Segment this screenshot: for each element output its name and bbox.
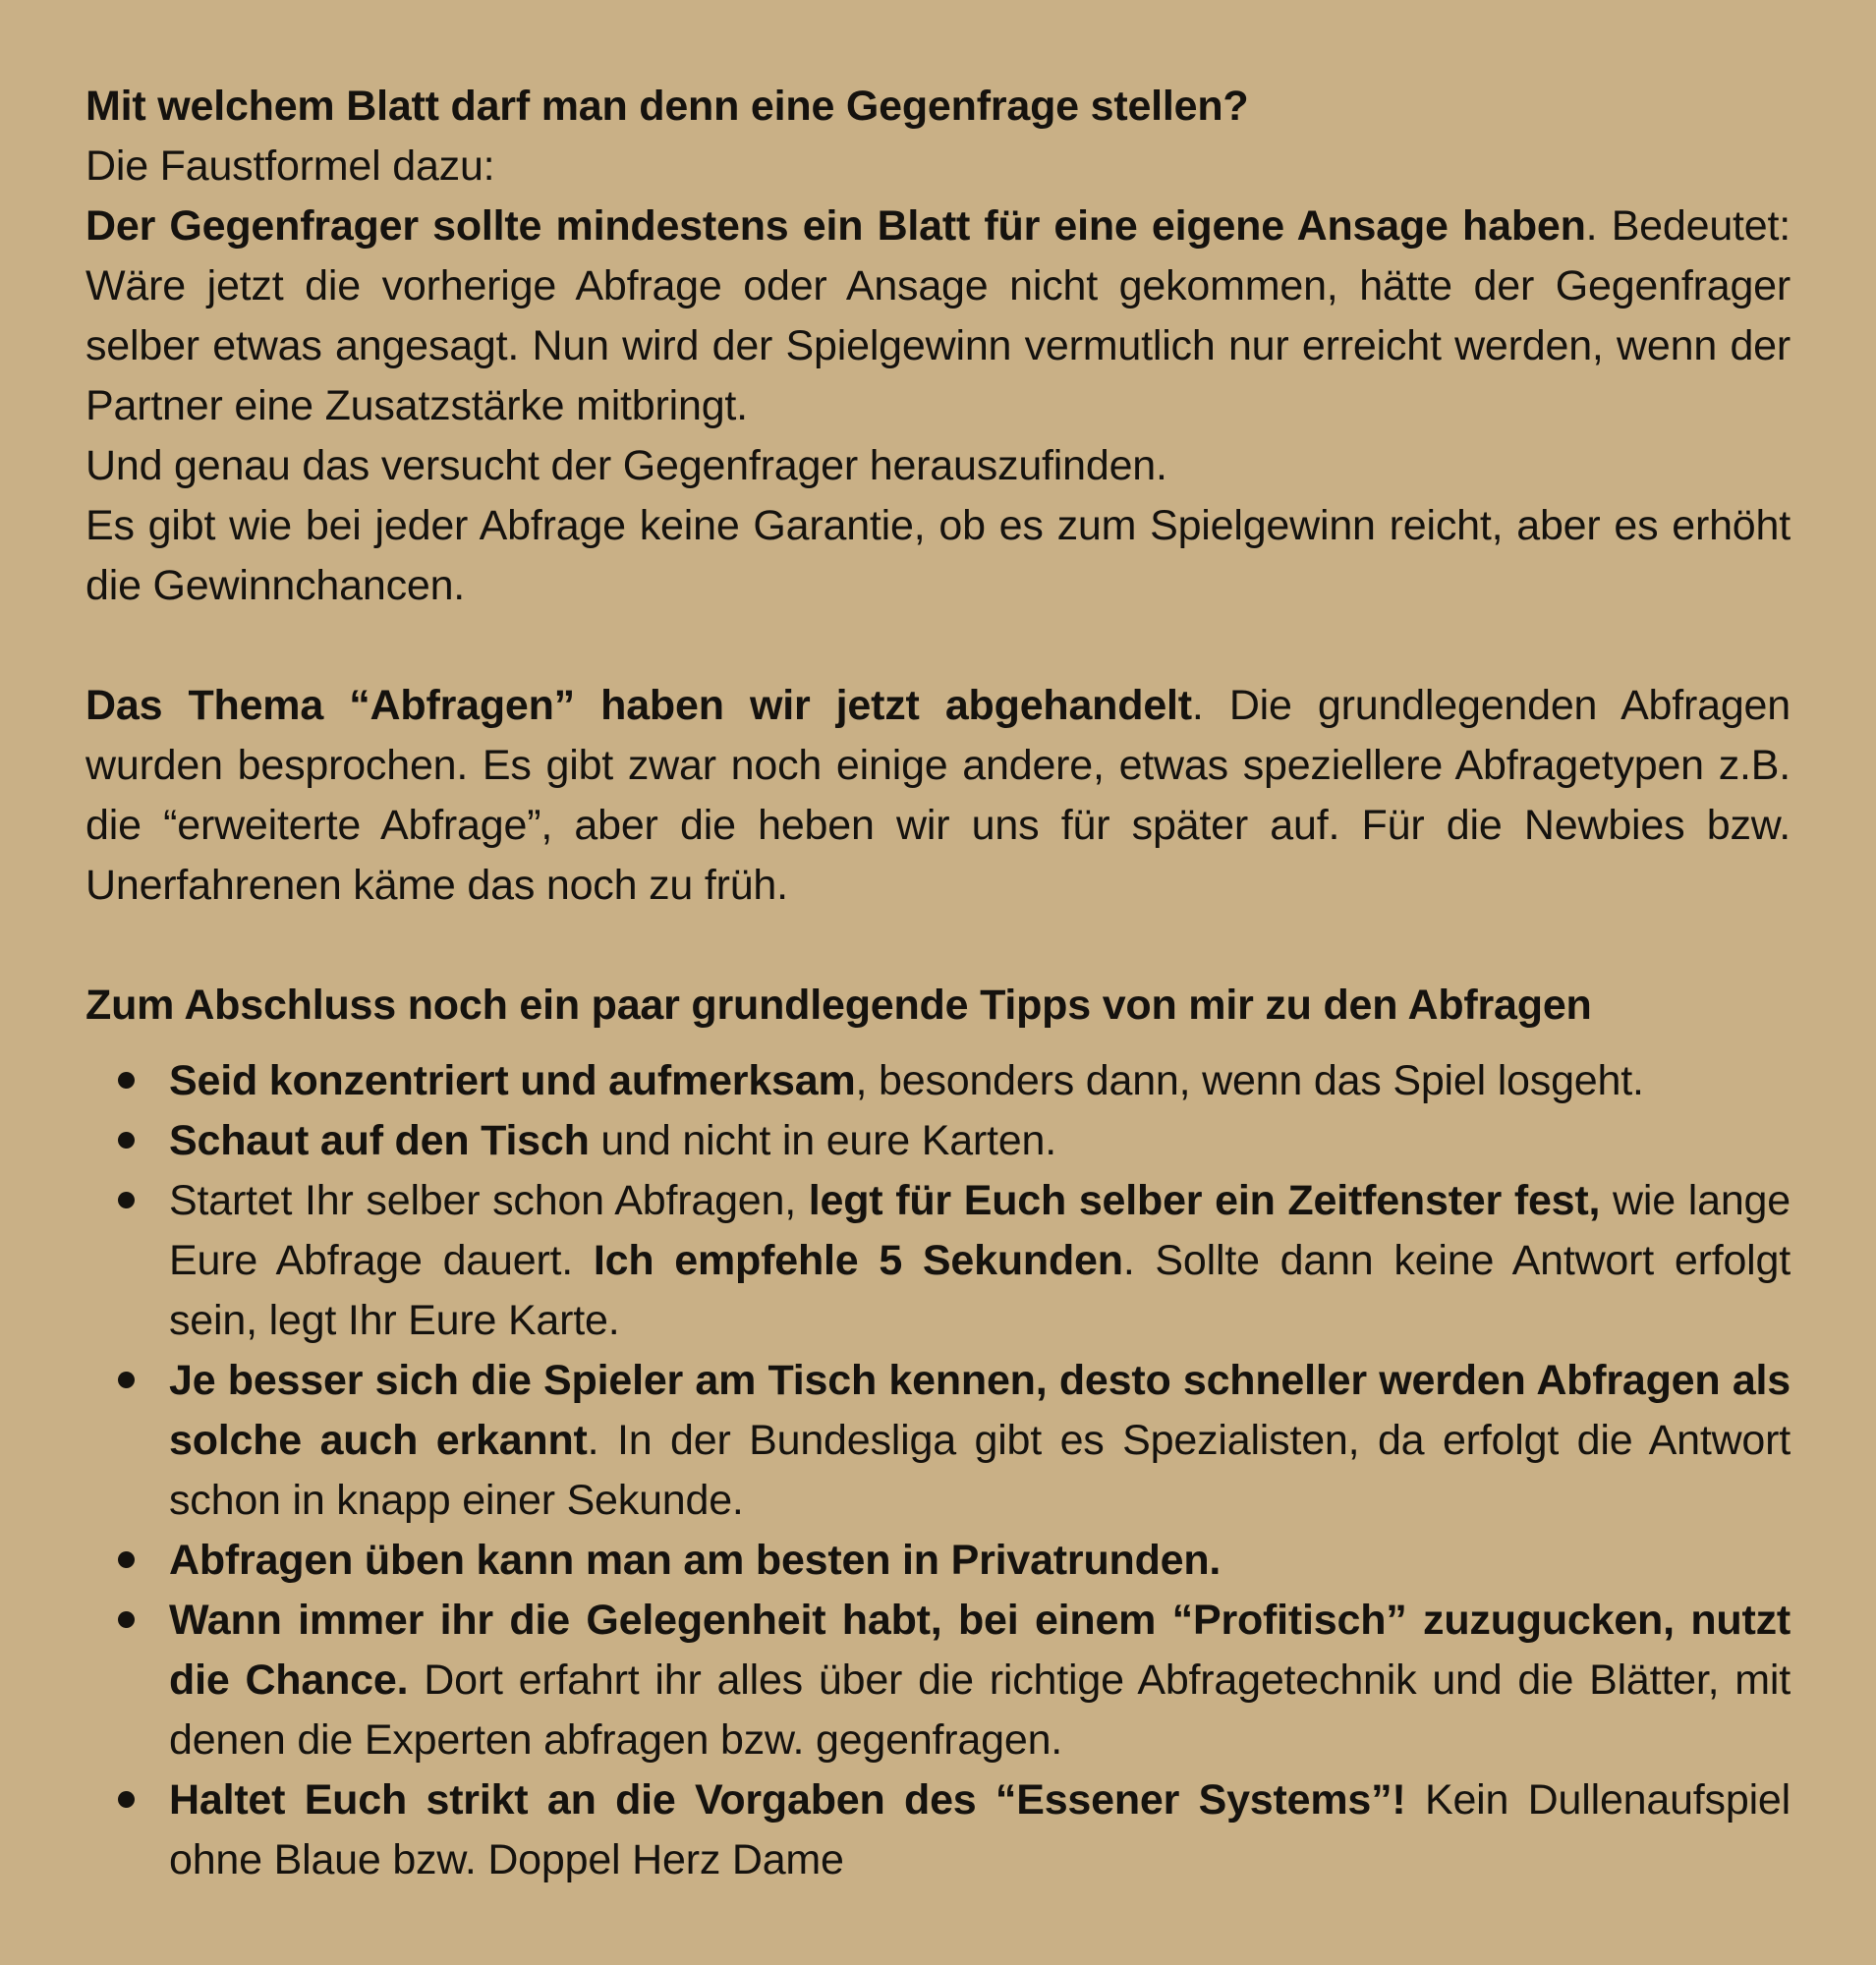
text-run: . In der Bundesliga gibt es Spezialisten, da erfolgt die Antwort schon in knapp einer Sekunde. [169, 1417, 1791, 1524]
bullet-icon [118, 1791, 135, 1808]
blank-line [85, 616, 1791, 676]
text-run: Kein Dullenaufspiel ohne Blaue bzw. Doppel Herz Dame [169, 1776, 1791, 1883]
thema-abfragen-paragraph [85, 676, 1791, 916]
bold-text-run: legt für Euch selber ein Zeitfenster fest, [808, 1177, 1601, 1224]
blank-line [85, 916, 1791, 976]
list-item-text [169, 1051, 1791, 1111]
list-item-text [169, 1171, 1791, 1351]
tip-konzentriert [85, 1051, 1791, 1111]
gegenfrager-sentence [85, 436, 1791, 496]
bold-text-run: Schaut auf den Tisch [169, 1117, 590, 1164]
bold-text-run: Abfragen üben kann man am besten in Privatrunden. [169, 1537, 1222, 1584]
tip-profitisch [85, 1591, 1791, 1770]
list-item-text [169, 1111, 1791, 1171]
text-run: Und genau das versucht der Gegenfrager herauszufinden. [85, 442, 1167, 489]
bold-text-run: Je besser sich die Spieler am Tisch kennen, desto schneller werden Abfragen als solche auch erkannt [169, 1357, 1791, 1464]
bullet-icon [118, 1372, 135, 1388]
faustformel-intro [85, 137, 1791, 196]
text-run: wie lange Eure Abfrage dauert. [169, 1177, 1791, 1284]
text-run: Es gibt wie bei jeder Abfrage keine Garantie, ob es zum Spielgewinn reicht, aber es erhöht die Gewinnchancen. [85, 502, 1791, 609]
list-item-text [169, 1591, 1791, 1770]
bullet-icon [118, 1611, 135, 1628]
tip-tisch [85, 1111, 1791, 1171]
text-run: . Sollte dann keine Antwort erfolgt sein, legt Ihr Eure Karte. [169, 1237, 1791, 1344]
tip-zeitfenster [85, 1171, 1791, 1351]
text-run: Startet Ihr selber schon Abfragen, [169, 1177, 809, 1224]
bullet-icon [118, 1192, 135, 1208]
text-run: Die Faustformel dazu: [85, 142, 495, 190]
list-item-text [169, 1531, 1791, 1591]
bullet-icon [118, 1072, 135, 1089]
bold-text-run: Ich empfehle 5 Sekunden [593, 1237, 1123, 1284]
bold-text-run: Wann immer ihr die Gelegenheit habt, bei einem “Profitisch” zuzugucken, nutzt die Chance. [169, 1597, 1791, 1704]
text-run: . Bedeutet: Wäre jetzt die vorherige Abfrage oder Ansage nicht gekommen, hätte der Gegenfrager selber etwas angesagt. Nun wird der Spielgewinn vermutlich nur erreicht werden, wenn der Partner eine Zusatzstärke mitbringt. [85, 202, 1791, 429]
bold-text-run: Seid konzentriert und aufmerksam [169, 1057, 856, 1104]
text-run: Dort erfahrt ihr alles über die richtige Abfragetechnik und die Blätter, mit denen die Experten abfragen bzw. gegenfragen. [169, 1656, 1791, 1764]
bold-text-run: Haltet Euch strikt an die Vorgaben des “Essener Systems”! [169, 1776, 1406, 1824]
tip-privatrunden [85, 1531, 1791, 1591]
list-item-text [169, 1351, 1791, 1531]
garantie-paragraph [85, 496, 1791, 616]
tip-spieler-kennen [85, 1351, 1791, 1531]
bold-text-run: Zum Abschluss noch ein paar grundlegende Tipps von mir zu den Abfragen [85, 982, 1592, 1029]
faustformel-paragraph [85, 196, 1791, 436]
bold-text-run: Der Gegenfrager sollte mindestens ein Blatt für eine eigene Ansage haben [85, 202, 1586, 250]
text-run: und nicht in eure Karten. [589, 1117, 1056, 1164]
text-run: . Die grundlegenden Abfragen wurden besprochen. Es gibt zwar noch einige andere, etwas speziellere Abfragetypen z.B. die “erweiterte Abfrage”, aber die heben wir uns für später auf. Für die Newbies bzw. Unerfahrenen käme das noch zu früh. [85, 682, 1791, 909]
list-item-text [169, 1770, 1791, 1890]
bullet-icon [118, 1132, 135, 1149]
question-heading [85, 77, 1791, 137]
tips-heading [85, 976, 1791, 1036]
bullet-icon [118, 1551, 135, 1568]
tip-essener-system [85, 1770, 1791, 1890]
bold-text-run: Das Thema “Abfragen” haben wir jetzt abgehandelt [85, 682, 1192, 729]
tips-list [85, 1051, 1791, 1890]
bold-text-run: Mit welchem Blatt darf man denn eine Gegenfrage stellen? [85, 83, 1249, 130]
text-run: , besonders dann, wenn das Spiel losgeht. [855, 1057, 1644, 1104]
